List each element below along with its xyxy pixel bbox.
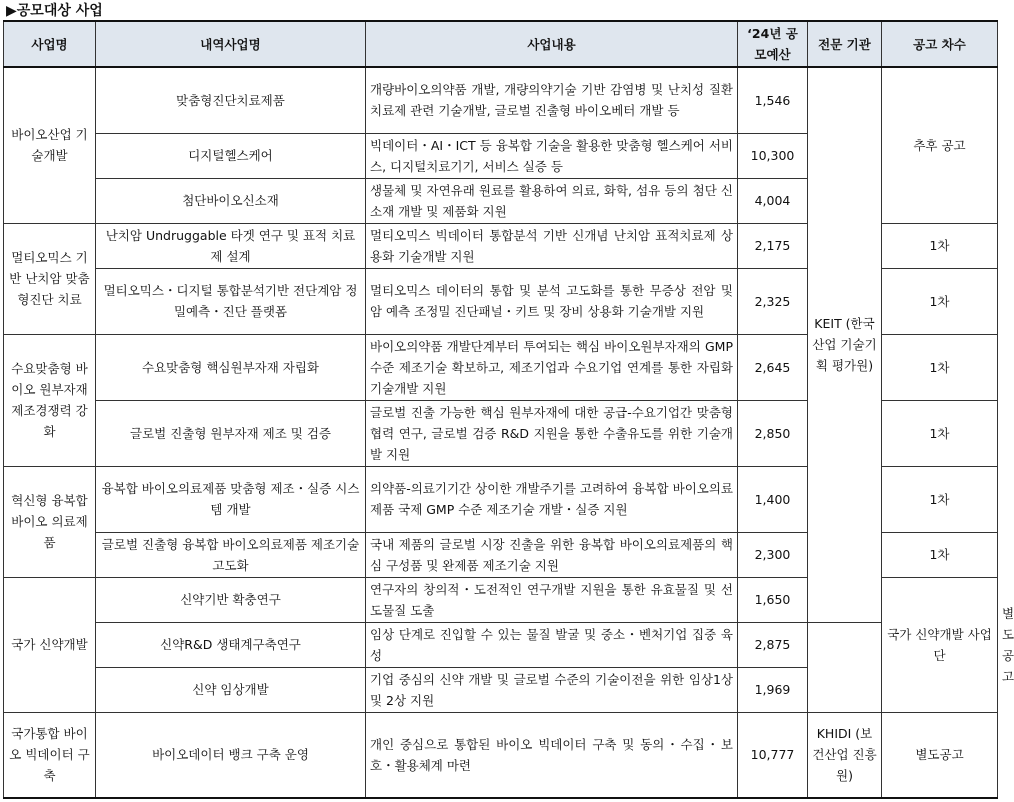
program-name: 혁신형 융복합 바이오 의료제품 [4, 466, 96, 577]
header-agency: 전문 기관 [808, 21, 882, 67]
subprogram-name: 신약 임상개발 [96, 667, 366, 712]
program-name: 수요맞춤형 바이오 원부자재 제조경쟁력 강화 [4, 334, 96, 466]
section-title: ▶공모대상 사업 [6, 3, 103, 19]
table-row [4, 667, 998, 712]
budget-value: 2,850 [738, 400, 808, 466]
table-row [4, 622, 998, 667]
program-table [3, 20, 1014, 799]
header-program: 사업명 [4, 21, 96, 67]
round-value: 1차 [882, 268, 998, 334]
subprogram-name: 신약기반 확충연구 [96, 577, 366, 622]
budget-value: 1,400 [738, 466, 808, 532]
round-value: 별도공고 [882, 712, 998, 798]
budget-value: 2,645 [738, 334, 808, 400]
subprogram-name: 첨단바이오신소재 [96, 178, 366, 223]
header-row [4, 21, 998, 67]
agency-value: KHIDI (보건산업 진흥원) [808, 712, 882, 798]
budget-value: 4,004 [738, 178, 808, 223]
program-name: 국가통합 바이오 빅데이터 구축 [4, 712, 96, 798]
program-content: 멀티오믹스 빅데이터 통합분석 기반 신개념 난치암 표적치료제 상용화 기술개발 지원 [366, 223, 738, 268]
round-value: 1차 [882, 334, 998, 400]
program-content: 멀티오믹스 데이터의 통합 및 분석 고도화를 통한 무증상 전암 및 암 예측 조정밀 진단패널・키트 및 장비 상용화 기술개발 지원 [366, 268, 738, 334]
header-budget: ‘24년 공모예산 [738, 21, 808, 67]
budget-value: 2,325 [738, 268, 808, 334]
program-content: 임상 단계로 진입할 수 있는 물질 발굴 및 중소・벤처기업 집중 육성 [366, 622, 738, 667]
program-content: 빅데이터・AI・ICT 등 융복합 기술을 활용한 맞춤형 헬스케어 서비스, 디지털치료기기, 서비스 실증 등 [366, 133, 738, 178]
program-content: 개량바이오의약품 개발, 개량의약기술 기반 감염병 및 난치성 질환 치료제 관련 기술개발, 글로벌 진출형 바이오베터 개발 등 [366, 67, 738, 133]
round-value: 1차 [882, 466, 998, 532]
budget-value: 1,969 [738, 667, 808, 712]
subprogram-name: 난치암 Undruggable 타겟 연구 및 표적 치료제 설계 [96, 223, 366, 268]
subprogram-name: 디지털헬스케어 [96, 133, 366, 178]
round-value: 1차 [882, 532, 998, 577]
program-content: 국내 제품의 글로벌 시장 진출을 위한 융복합 바이오의료제품의 핵심 구성품 및 완제품 제조기술 지원 [366, 532, 738, 577]
round-value: 추후 공고 [882, 67, 998, 223]
program-content: 개인 중심으로 통합된 바이오 빅데이터 구축 및 동의・수집・보호・활용체계 마련 [366, 712, 738, 798]
program-name: 국가 신약개발 [4, 577, 96, 712]
program-content: 바이오의약품 개발단계부터 투여되는 핵심 바이오원부자재의 GMP 수준 제조기술 확보하고, 제조기업과 수요기업 연계를 통한 자립화 기술개발 지원 [366, 334, 738, 400]
header-round: 공고 차수 [882, 21, 998, 67]
header-subprogram: 내역사업명 [96, 21, 366, 67]
round-value: 1차 [882, 400, 998, 466]
table-row: 국가 신약개발 신약기반 확충연구 연구자의 창의적・도전적인 연구개발 지원을 통한 유효물질 및 선도물질 도출 1,650 국가 신약개발 사업단 별도공고 [4, 577, 998, 622]
budget-value: 1,546 [738, 67, 808, 133]
program-content: 의약품-의료기기간 상이한 개발주기를 고려하여 융복합 바이오의료제품 국제 GMP 수준 제조기술 개발・실증 지원 [366, 466, 738, 532]
budget-value: 1,650 [738, 577, 808, 622]
subprogram-name: 글로벌 진출형 원부자재 제조 및 검증 [96, 400, 366, 466]
agency-keit: KEIT (한국산업 기술기획 평가원) [808, 67, 882, 622]
subprogram-name: 신약R&D 생태계구축연구 [96, 622, 366, 667]
budget-value: 10,777 [738, 712, 808, 798]
header-content: 사업내용 [366, 21, 738, 67]
program-name: 바이오산업 기술개발 [4, 67, 96, 223]
subprogram-name: 글로벌 진출형 융복합 바이오의료제품 제조기술 고도화 [96, 532, 366, 577]
table-row [4, 67, 998, 133]
subprogram-name: 융복합 바이오의료제품 맞춤형 제조・실증 시스템 개발 [96, 466, 366, 532]
program-content: 생물체 및 자연유래 원료를 활용하여 의료, 화학, 섬유 등의 첨단 신소재 개발 및 제품화 지원 [366, 178, 738, 223]
program-content: 연구자의 창의적・도전적인 연구개발 지원을 통한 유효물질 및 선도물질 도출 [366, 577, 738, 622]
budget-value: 2,175 [738, 223, 808, 268]
agency-value: 국가 신약개발 사업단 [882, 577, 998, 712]
budget-value: 2,300 [738, 532, 808, 577]
program-content: 기업 중심의 신약 개발 및 글로벌 수준의 기술이전을 위한 임상1상 및 2상 지원 [366, 667, 738, 712]
subprogram-name: 바이오데이터 뱅크 구축 운영 [96, 712, 366, 798]
round-value: 1차 [882, 223, 998, 268]
subprogram-name: 수요맞춤형 핵심원부자재 자립화 [96, 334, 366, 400]
budget-value: 10,300 [738, 133, 808, 178]
subprogram-name: 맞춤형진단치료제품 [96, 67, 366, 133]
budget-value: 2,875 [738, 622, 808, 667]
table-row [4, 712, 998, 798]
program-content: 글로벌 진출 가능한 핵심 원부자재에 대한 공급-수요기업간 맞춤형 협력 연구, 글로벌 검증 R&D 지원을 통한 수출유도를 위한 기술개발 지원 [366, 400, 738, 466]
program-name: 멀티오믹스 기반 난치암 맞춤형진단 치료 [4, 223, 96, 334]
subprogram-name: 멀티오믹스・디지털 통합분석기반 전단계암 정밀예측・진단 플랫폼 [96, 268, 366, 334]
